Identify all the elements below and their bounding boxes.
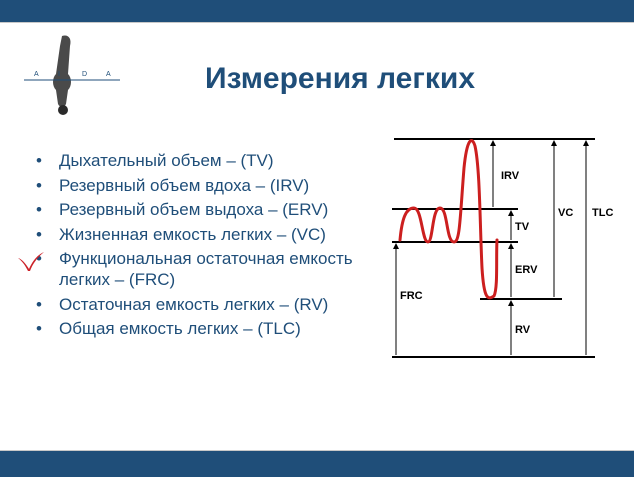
label-tlc: TLC <box>592 207 614 219</box>
label-tv: TV <box>515 221 530 233</box>
bullet-item-erv: • Резервный объем выдоха – (ERV) <box>34 199 364 220</box>
bullet-item-tlc: • Общая емкость легких – (TLC) <box>34 318 364 339</box>
logo-letter: I <box>58 71 60 78</box>
logo-letter: D <box>82 71 88 78</box>
label-irv: IRV <box>501 170 520 182</box>
logo-letter: A <box>34 71 39 78</box>
top-rule <box>0 22 634 23</box>
bullet-item-rv: • Остаточная емкость легких – (RV) <box>34 294 364 315</box>
page-title: Измерения легких <box>205 62 475 95</box>
bullet-item-irv: • Резервный объем вдоха – (IRV) <box>34 175 364 196</box>
checkmark-icon <box>16 250 46 272</box>
label-frc: FRC <box>400 290 423 302</box>
spirometry-curve <box>400 141 497 298</box>
lung-volume-diagram <box>380 128 620 368</box>
diver-logo-icon <box>22 34 122 116</box>
label-rv: RV <box>515 324 531 336</box>
bullet-item-vc: • Жизненная емкость легких – (VC) <box>34 224 364 245</box>
bullet-item-frc: • Функциональная остаточная емкость легких – (FRC) <box>34 248 364 290</box>
bullet-item-tv: • Дыхательный объем – (TV) <box>34 150 364 171</box>
top-banner <box>0 0 634 22</box>
label-vc: VC <box>558 207 574 219</box>
logo-letter: A <box>106 71 111 78</box>
bullet-list <box>34 150 364 343</box>
label-erv: ERV <box>515 264 538 276</box>
bottom-banner <box>0 451 634 477</box>
